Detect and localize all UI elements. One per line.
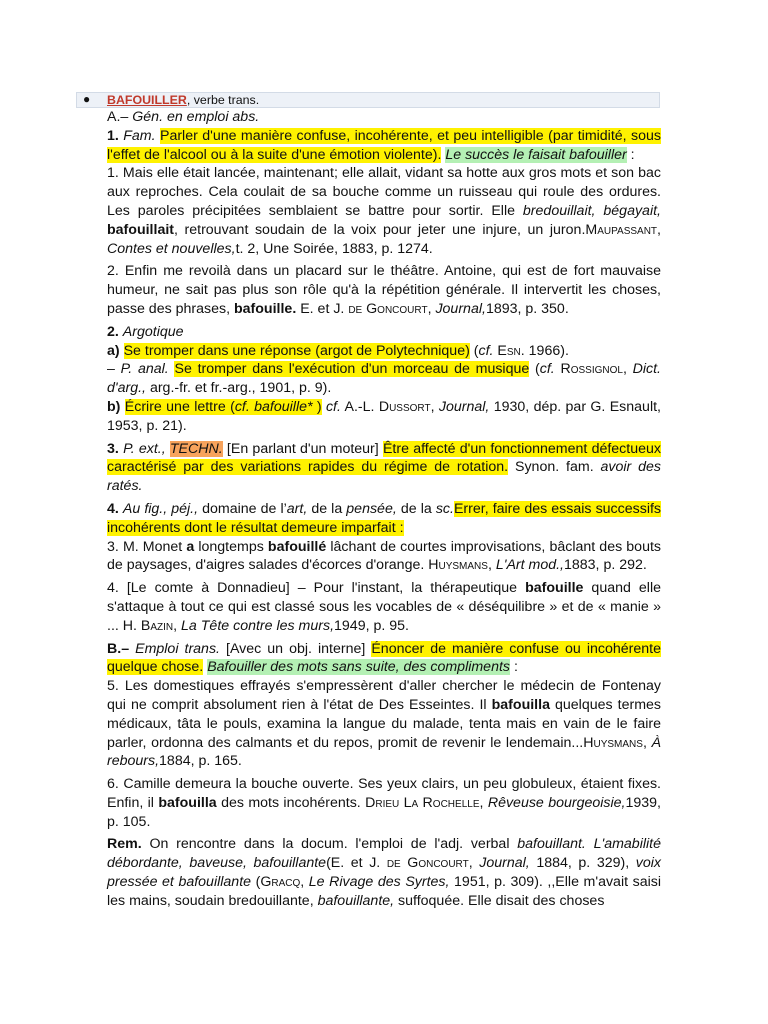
quote-reference: 1893, p. 350.	[485, 300, 569, 317]
quote-author: Gracq	[260, 874, 301, 891]
source-name: Esn.	[497, 342, 525, 359]
usage-label: Argotique	[122, 323, 184, 340]
quote-text: ,	[427, 300, 436, 317]
definition-text: )	[312, 398, 322, 415]
sense-3	[107, 440, 661, 496]
punctuation: ,	[430, 398, 439, 415]
context-text: [En parlant d'un moteur]	[222, 440, 383, 457]
cf-label: cf.	[478, 342, 494, 359]
sense-number: 2.	[107, 323, 119, 340]
quote-author: Drieu La Rochelle	[365, 794, 480, 811]
quote-keyword: bafouilla	[491, 696, 550, 713]
usage-label: Au fig., péj.,	[122, 500, 199, 517]
remark-text: ,	[300, 874, 309, 891]
definition-highlight: Se tromper dans l'exécution d'un morceau de musique	[174, 361, 530, 378]
section-marker: A.–	[107, 109, 129, 125]
quote-text: 1. Mais elle était lancée, maintenant; elle allait, vidant sa hotte aux gros mots et son bac aux reproches. Cela coulait de sa bouche comme un ruisseau qui roule des ordures. Les paroles précipitées semblaient se battre pour sortir. Elle	[107, 165, 661, 219]
dash: –	[107, 361, 121, 378]
entry-header-bar	[76, 92, 660, 108]
remark-text: suffoquée. Elle disait des choses	[394, 892, 605, 909]
sense-2b	[107, 398, 661, 436]
remark-italic: voix pressée et bafouillante	[107, 855, 661, 891]
definition-highlight	[125, 399, 322, 415]
remark-label: Rem.	[107, 836, 142, 853]
quote-reference: 1949, p. 95.	[334, 617, 409, 634]
quote-text: ,	[657, 221, 661, 238]
quote-text: lâchant de courtes improvisations, bâclant des bouts de paysages, d'aigres salades d'écorces d'orange.	[107, 538, 661, 574]
punctuation: :	[510, 659, 518, 676]
quote-work: L'Art mod.,	[495, 557, 564, 574]
quote-text: 3. M. Monet	[107, 538, 187, 555]
source-work: Journal,	[438, 398, 490, 415]
remark-text: (E. et J.	[326, 855, 387, 872]
definition-highlight: Parler d'une manière confuse, incohérente, et peu intelligible (par timidité, sous l'effet de l'alcool ou à la suite d'une émotion violente).	[107, 127, 661, 163]
quote-author: Maupassant	[585, 221, 658, 238]
source-name: Rossignol	[560, 361, 623, 378]
context-text: [Avec un obj. interne]	[220, 640, 372, 657]
subsense-marker: b)	[107, 398, 121, 415]
remark	[107, 835, 661, 910]
quote-reference: 1939, p. 105.	[107, 794, 662, 830]
quote-author: de Goncourt	[386, 855, 469, 872]
cf-label: cf.	[325, 398, 341, 415]
domain-label-highlight: TECHN.	[169, 440, 223, 457]
remark-italic: bafouillante,	[317, 892, 395, 909]
subsense-marker: a)	[107, 342, 120, 359]
usage-label: Fam.	[123, 127, 156, 144]
quote-keyword: bafouilla	[158, 794, 217, 811]
quote-work: À rebours,	[107, 734, 661, 770]
quote-text: , retrouvant soudain de la voix pour jeter une injure, un juron.	[174, 221, 586, 238]
synonym: avoir des ratés.	[107, 459, 661, 495]
context-text: de la	[396, 500, 436, 517]
quote-work: La Tête contre les murs,	[181, 617, 335, 634]
quotation-4	[107, 579, 661, 635]
quote-reference: 1883, p. 292.	[564, 557, 647, 574]
quote-text: quand elle s'attaque à tout ce qui est classé sous les vocables de « déséquilibre » et de « manie » ... H.	[107, 580, 661, 634]
part-of-speech: , verbe trans.	[186, 93, 260, 107]
sense-number: 3.	[107, 440, 119, 457]
punctuation: :	[626, 146, 635, 163]
quote-text: 4. [Le comte à Donnadieu] – Pour l'instant, la thérapeutique	[107, 580, 526, 597]
entry-heading	[107, 93, 259, 107]
domain-term: art,	[286, 500, 308, 517]
quote-text: quelques termes médicaux, tâta le pouls, examina la langue du malade, tenta mais en vain de le faire parler, ordonna des calmants et du repos, promit de revenir le lendemain...	[107, 696, 661, 751]
quote-text: ,	[173, 617, 182, 634]
quote-italic: bredouillait, bégayait,	[522, 202, 661, 219]
section-a-heading	[107, 108, 661, 127]
quote-text: 5. Les domestiques effrayés s'empressèrent d'aller chercher le médecin de Fontenay qui ne comprit absolument rien à l'état de Des Esseintes. Il	[107, 678, 661, 713]
quote-reference: 1884, p. 165.	[159, 753, 242, 770]
usage-label: Emploi trans.	[135, 640, 220, 657]
quote-text: 2. Enfin me revoilà dans un placard sur le théâtre. Antoine, qui est de fort mauvaise humeur, ne sait pas plus son rôle qu'à la répétition générale. Il intervertit les choses, passe des phrases,	[107, 263, 661, 317]
section-marker: B.–	[107, 640, 130, 657]
quote-keyword: bafouillait	[107, 221, 174, 238]
bullet-icon: ●	[83, 92, 91, 106]
quote-work: Journal,	[435, 300, 486, 317]
source-reference: 1930, dép. par G. Esnault, 1953, p. 21).	[107, 398, 661, 434]
cf-label: cf.	[539, 361, 555, 378]
sense-4	[107, 500, 661, 538]
quotation-3	[107, 538, 661, 576]
quote-author: de Goncourt	[348, 300, 428, 317]
quote-text: ,	[479, 794, 488, 811]
punctuation: ,	[622, 361, 633, 378]
cross-reference[interactable]: cf. bafouille*	[234, 398, 313, 415]
quote-text: longtemps	[194, 538, 268, 555]
quotation-5	[107, 677, 661, 771]
quote-text: E. et J.	[296, 300, 349, 317]
headword-link[interactable]: BAFOUILLER	[107, 93, 187, 107]
quote-keyword: bafouillé	[267, 538, 327, 555]
context-text: domaine de l’	[198, 500, 287, 517]
definition-highlight: Errer, faire des essais successifs incohérents dont le résultat demeure imparfait :	[107, 500, 662, 536]
punctuation: (	[469, 342, 479, 359]
example-highlight: Le succès le faisait bafouiller	[445, 146, 627, 163]
sense-2	[107, 323, 661, 342]
sense-1	[107, 127, 661, 165]
punctuation: A.-L.	[340, 398, 379, 415]
section-label: Gén. en emploi abs.	[132, 109, 260, 125]
usage-label: P. ext.,	[123, 440, 166, 457]
remark-text: ,	[468, 855, 480, 872]
domain-term: pensée,	[346, 500, 397, 517]
quotation-6	[107, 775, 661, 831]
sense-2a	[107, 342, 661, 361]
quotation-1	[107, 164, 661, 258]
quote-work: Rêveuse bourgeoisie,	[487, 794, 626, 811]
source-reference: 1966).	[524, 342, 569, 359]
quote-work: Contes et nouvelles,	[107, 240, 236, 257]
remark-text: On rencontre dans la docum. l'emploi de l'adj. verbal	[141, 836, 518, 853]
section-b	[107, 640, 661, 678]
quote-author: Bazin	[140, 617, 174, 634]
sense-2-analogy	[107, 360, 661, 398]
definition-text: Écrire une lettre (	[124, 398, 235, 415]
domain-term: sc.	[435, 500, 454, 517]
definition-highlight: Énoncer de manière confuse ou incohérente quelque chose.	[107, 640, 661, 676]
source-name: Dussort	[378, 398, 431, 415]
quote-text: ,	[642, 734, 652, 751]
example-highlight: Bafouiller des mots sans suite, des compliments	[207, 659, 511, 676]
definition-highlight: Se tromper dans une réponse (argot de Polytechnique)	[123, 342, 470, 359]
sense-number: 1.	[107, 127, 119, 144]
quotation-2	[107, 262, 661, 318]
usage-label: P. anal.	[120, 361, 169, 378]
source-work: Dict. d'arg.,	[107, 361, 661, 397]
remark-text: 1884, p. 329),	[529, 855, 636, 872]
remark-text: 1951, p. 309). ,,Elle m'avait saisi les mains, soudain bredouillante,	[107, 874, 661, 909]
quote-keyword: a	[186, 538, 195, 555]
quote-reference: t. 2, Une Soirée, 1883, p. 1274.	[235, 240, 433, 257]
quote-work: Journal,	[479, 855, 530, 872]
quote-text: ,	[487, 557, 496, 574]
entry-content	[107, 108, 661, 911]
sense-number: 4.	[107, 500, 119, 517]
remark-text: (	[251, 874, 261, 891]
synonym-label: Synon. fam.	[508, 459, 601, 476]
quote-keyword: bafouille.	[233, 300, 297, 317]
quote-text: des mots incohérents.	[216, 794, 366, 811]
quote-author: Huysmans	[428, 557, 488, 574]
quote-text: 6. Camille demeura la bouche ouverte. Ses yeux clairs, un peu globuleux, étaient fixes. Enfin, il	[107, 776, 661, 811]
remark-italic: bafouillant. L'amabilité débordante, baveuse, bafouillante	[107, 836, 661, 872]
context-text: de la	[307, 500, 347, 517]
quote-keyword: bafouille	[525, 580, 584, 597]
quote-author: Huysmans	[583, 734, 643, 751]
source-reference: arg.-fr. et fr.-arg., 1901, p. 9).	[146, 380, 332, 397]
quote-work: Le Rivage des Syrtes,	[308, 874, 450, 891]
definition-highlight: Être affecté d'un fonctionnement défectueux caractérisé par des variations rapides du régime de rotation.	[107, 440, 661, 476]
punctuation: (	[529, 361, 540, 378]
